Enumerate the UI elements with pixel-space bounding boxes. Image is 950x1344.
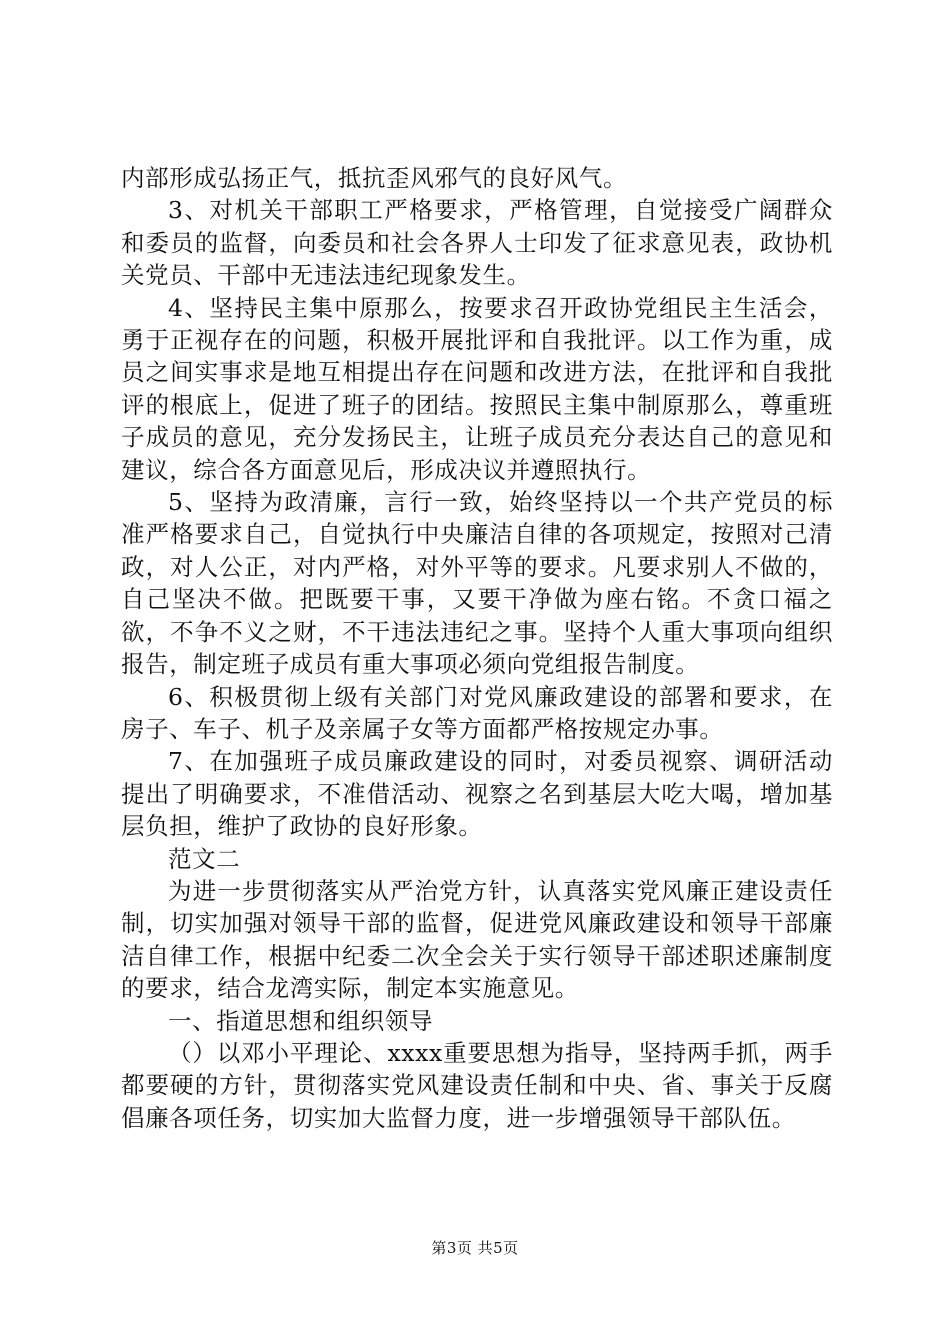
paragraph-item-4: 4、坚持民主集中原那么，按要求召开政协党组民主生活会，勇于正视存在的问题，积极开展批评和自我批评。以工作为重，成员之间实事求是地互相提出存在问题和改进方法，在批评和自我批评的根底上，促进了班子的团结。按照民主集中制原那么，尊重班子成员的意见，充分发扬民主，让班子成员充分表达自己的意见和建议，综合各方面意见后，形成决议并遵照执行。: [121, 293, 833, 484]
paragraph-item-6: 6、积极贯彻上级有关部门对党风廉政建设的部署和要求，在房子、车子、机子及亲属子女等方面都严格按规定办事。: [121, 682, 833, 743]
paragraph-continuation: 内部形成弘扬正气，抵抗歪风邪气的良好风气。: [121, 164, 628, 192]
paragraph-item-7: 7、在加强班子成员廉政建设的同时，对委员视察、调研活动提出了明确要求，不准借活动、视察之名到基层大吃大喝，增加基层负担，维护了政协的良好形象。: [121, 747, 833, 841]
document-body: [121, 162, 833, 1134]
paragraph-guiding-thought: （）以邓小平理论、xxxx重要思想为指导，坚持两手抓，两手都要硬的方针，贯彻落实党风建设责任制和中央、省、事关于反腐倡廉各项任务，切实加大监督力度，进一步增强领导干部队伍。: [121, 1038, 833, 1132]
paragraph-item-3: 3、对机关干部职工严格要求，严格管理，自觉接受广阔群众和委员的监督，向委员和社会各界人士印发了征求意见表，政协机关党员、干部中无违法违纪现象发生。: [121, 196, 833, 290]
paragraph-intro: 为进一步贯彻落实从严治党方针，认真落实党风廉正建设责任制，切实加强对领导干部的监督，促进党风廉政建设和领导干部廉洁自律工作，根据中纪委二次全会关于实行领导干部述职述廉制度的要求，结合龙湾实际，制定本实施意见。: [121, 876, 833, 1003]
page-footer: [0, 1237, 950, 1258]
page-number: 第3页 共5页: [431, 1239, 519, 1257]
section-heading-guiding-thought: 一、指道思想和组织领导: [168, 1006, 434, 1035]
section-heading-sample-two: 范文二: [168, 844, 241, 873]
paragraph-item-5: 5、坚持为政清廉，言行一致，始终坚持以一个共产党员的标准严格要求自己，自觉执行中央廉洁自律的各项规定，按照对己清政，对人公正，对内严格，对外平等的要求。凡要求别人不做的，自己坚决不做。把既要干事，又要干净做为座右铭。不贪口福之欲，不争不义之财，不干违法违纪之事。坚持个人重大事项向组织报告，制定班子成员有重大事项必须向党组报告制度。: [121, 488, 833, 679]
